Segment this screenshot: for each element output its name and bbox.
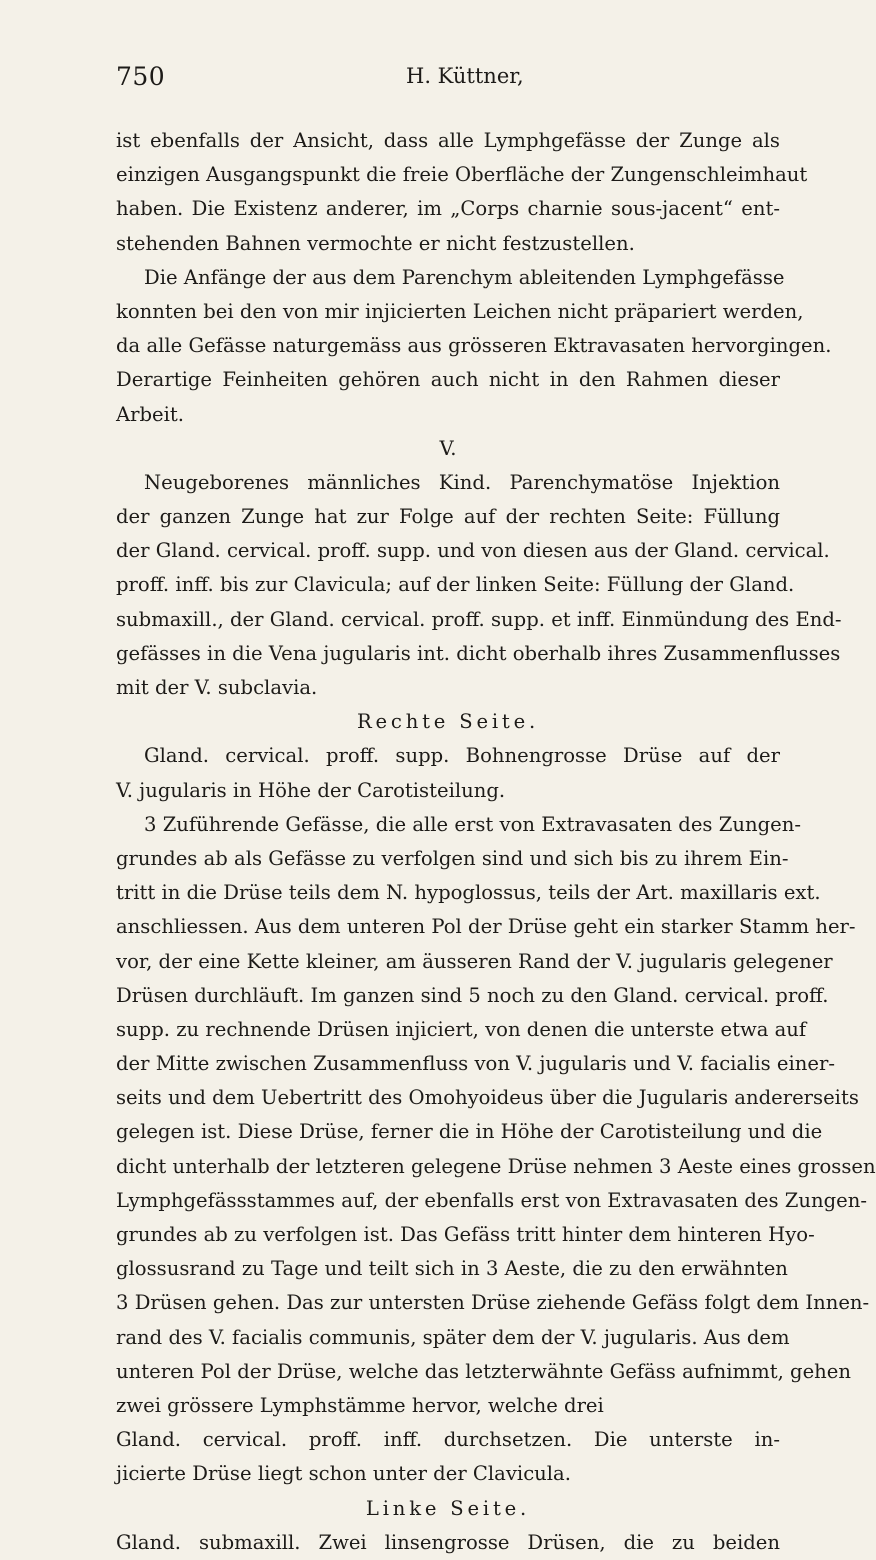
- text-line: der ganzen Zunge hat zur Folge auf der rechten Seite: Füllung: [116, 505, 780, 529]
- text-line: jicierte Drüse liegt schon unter der Clavicula.: [116, 1462, 571, 1486]
- text-line: der Gland. cervical. proff. supp. und von diesen aus der Gland. cervical.: [116, 539, 830, 563]
- text-line: Drüsen durchläuft. Im ganzen sind 5 noch zu den Gland. cervical. proff.: [116, 983, 829, 1007]
- text-line: Arbeit.: [116, 402, 185, 426]
- text-line: supp. zu rechnende Drüsen injiciert, von denen die unterste etwa auf: [116, 1017, 807, 1041]
- text-line: unteren Pol der Drüse, welche das letzterwähnte Gefäss aufnimmt, gehen: [116, 1359, 851, 1383]
- text-line: Gland. cervical. proff. inff. durchsetzen. Die unterste in-: [116, 1428, 780, 1452]
- text-line: stehenden Bahnen vermochte er nicht festzustellen.: [116, 231, 635, 255]
- text-line: anschliessen. Aus dem unteren Pol der Drüse geht ein starker Stamm her-: [116, 915, 856, 939]
- text-line: ist ebenfalls der Ansicht, dass alle Lymphgefässe der Zunge als: [116, 129, 780, 152]
- text-line: 3 Drüsen gehen. Das zur untersten Drüse ziehende Gefäss folgt dem Innen-: [116, 1291, 870, 1315]
- text-line: rand des V. facialis communis, später dem der V. jugularis. Aus dem: [116, 1325, 790, 1349]
- text-line: Gland. submaxill. Zwei linsengrosse Drüsen, die zu beiden: [116, 1530, 780, 1554]
- section-heading: V.: [439, 436, 457, 460]
- text-line: Die Anfänge der aus dem Parenchym ableitenden Lymphgefässe: [144, 265, 785, 289]
- text-line: submaxill., der Gland. cervical. proff. supp. et inff. Einmündung des End-: [116, 607, 842, 631]
- text-line: grundes ab als Gefässe zu verfolgen sind und sich bis zu ihrem Ein-: [116, 846, 789, 870]
- text-line: da alle Gefässe naturgemäss aus grösseren Ektravasaten hervorgingen.: [116, 334, 832, 358]
- section-heading: Rechte Seite.: [356, 710, 540, 734]
- text-line: V. jugularis in Höhe der Carotisteilung.: [116, 778, 506, 802]
- text-line: grundes ab zu verfolgen ist. Das Gefäss tritt hinter dem hinteren Hyo-: [116, 1223, 815, 1246]
- running-head: H. Küttner,: [406, 64, 524, 88]
- text-line: dicht unterhalb der letzteren gelegene Drüse nehmen 3 Aeste eines grossen: [116, 1154, 876, 1178]
- text-line: einzigen Ausgangspunkt die freie Oberfläche der Zungenschleimhaut: [116, 163, 808, 187]
- text-line: 3 Zuführende Gefässe, die alle erst von Extravasaten des Zungen-: [144, 812, 801, 836]
- text-line: Derartige Feinheiten gehören auch nicht in den Rahmen dieser: [116, 368, 780, 392]
- text-line: zwei grössere Lymphstämme hervor, welche drei: [116, 1393, 604, 1417]
- text-line: der Mitte zwischen Zusammenfluss von V. jugularis und V. facialis einer-: [116, 1052, 835, 1076]
- text-line: haben. Die Existenz anderer, im „Corps charnie sous-jacent“ ent-: [116, 197, 780, 221]
- text-line: gefässes in die Vena jugularis int. dicht oberhalb ihres Zusammenflusses: [116, 641, 841, 665]
- text-line: gelegen ist. Diese Drüse, ferner die in Höhe der Carotisteilung und die: [116, 1120, 823, 1144]
- section-heading: Linke Seite.: [365, 1496, 531, 1520]
- body-text: [116, 124, 876, 1560]
- text-line: mit der V. subclavia.: [116, 676, 318, 699]
- text-line: Gland. cervical. proff. supp. Bohnengrosse Drüse auf der: [144, 744, 780, 768]
- text-line: konnten bei den von mir injicierten Leichen nicht präpariert werden,: [116, 299, 804, 323]
- text-line: proff. inff. bis zur Clavicula; auf der linken Seite: Füllung der Gland.: [116, 573, 795, 597]
- text-line: Neugeborenes männliches Kind. Parenchymatöse Injektion: [144, 470, 780, 494]
- page-header: [116, 62, 780, 102]
- text-line: vor, der eine Kette kleiner, am äusseren Rand der V. jugularis gelegener: [116, 949, 833, 973]
- text-line: seits und dem Uebertritt des Omohyoideus über die Jugularis andererseits: [116, 1086, 859, 1110]
- page-number: 750: [116, 62, 166, 91]
- text-line: Lymphgefässstammes auf, der ebenfalls erst von Extravasaten des Zungen-: [116, 1188, 868, 1212]
- text-line: tritt in die Drüse teils dem N. hypoglossus, teils der Art. maxillaris ext.: [116, 881, 821, 905]
- text-line: glossusrand zu Tage und teilt sich in 3 Aeste, die zu den erwähnten: [116, 1257, 788, 1281]
